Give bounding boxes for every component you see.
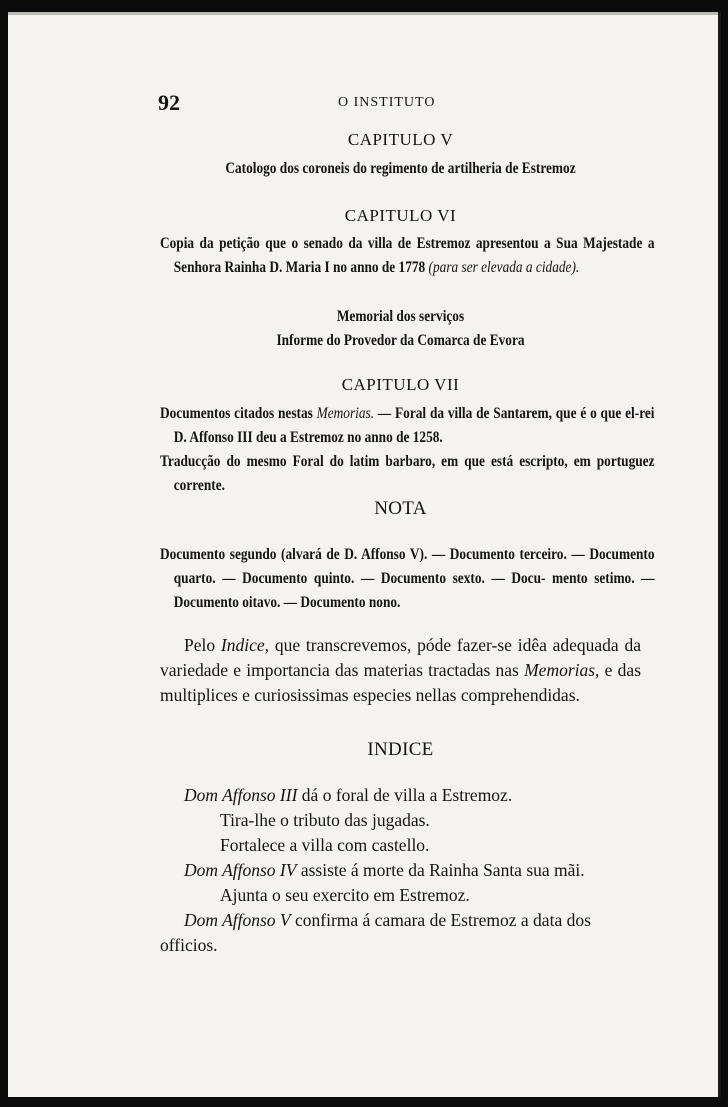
indice-entry [160,783,641,808]
indice-list [160,783,641,958]
informe-line: Informe do Provedor da Comarca de Evora [276,332,525,349]
indice-entry-name: Dom Affonso IV [184,860,297,880]
indice-entry-text: dá o foral de villa a Estremoz. [301,785,513,805]
intro-indice: Indice, [220,635,270,655]
indice-subentry: Ajunta o seu exercito em Estremoz. [220,885,470,905]
traduccao-line1: Traducção do mesmo Foral do latim barbaro, em que está escripto, em [160,453,591,470]
capitulo-vii-paragraph [160,402,655,450]
page-number: 92 [158,90,180,115]
nota-line2: Documento quarto. — Documento quinto. — Documento sexto. — Docu- [173,546,655,587]
capitulo-vii-line2: que é o que el-rei D. Affonso III deu a Estremoz no anno de 1258. [173,405,655,446]
intro-line1b: que transcrevemos, póde fazer-se idêa adequada [274,635,619,655]
traduccao-line2: portuguez corrente. [173,453,655,494]
intro-memorias: Memorias, [524,660,600,680]
indice-subentry: Fortalece a villa com castello. [220,835,430,855]
intro-line3: e das multiplices e curiosissimas especies nellas comprehendidas. [160,660,641,705]
intro-line2a: da variedade e importancia das materias tractadas nas [160,635,642,680]
nota-line1: Documento segundo (alvará de D. Affonso V). — Documento terceiro. — [160,546,585,563]
capitulo-vi-italic-close: elevada a cidade). [481,259,580,276]
running-title: O INSTITUTO [338,95,436,110]
capitulo-vii-line1a: Documentos citados nestas [160,405,313,422]
capitulo-vi-line2: Majestade a Senhora Rainha D. Maria I no anno de 1778 [173,235,655,276]
capitulo-vi-paragraph [160,232,655,280]
capitulo-v-heading: CAPITULO V [347,130,454,149]
traduccao-paragraph [160,450,655,498]
scan-edge [8,12,718,15]
book-page [8,12,721,1097]
capitulo-vi-line1: Copia da petição que o senado da villa de Estremoz apresentou a Sua [160,235,578,252]
capitulo-vii-heading: CAPITULO VII [341,375,460,394]
memorial-line: Memorial dos serviços [336,308,465,325]
nota-heading: NOTA [374,498,427,519]
indice-intro-paragraph [160,633,641,708]
capitulo-vii-line1b: — Foral da villa de Santarem, [377,405,552,422]
capitulo-vii-memorias: Memorias. [316,405,375,422]
capitulo-vi-italic-open: (para ser [428,259,478,276]
indice-entry-text: assiste á morte da Rainha Santa sua mãi. [300,860,585,880]
capitulo-v-line: Catologo dos coroneis do regimento de artilheria de Estremoz [225,160,576,177]
capitulo-vi-heading: CAPITULO VI [344,206,457,225]
indice-entry [160,858,641,883]
nota-paragraph [160,543,655,615]
indice-entry [160,908,641,933]
intro-line1a: Pelo [184,635,216,655]
indice-subentry: Tira-lhe o tributo das jugadas. [220,810,430,830]
indice-entry-name: Dom Affonso V [184,910,291,930]
nota-line3: mento setimo. — Documento oitavo. — Documento nono. [173,570,655,611]
indice-heading: INDICE [367,739,434,760]
indice-entry-continuation: officios. [160,935,218,955]
indice-entry-name: Dom Affonso III [184,785,298,805]
indice-entry-text: confirma á camara de Estremoz a data dos [295,910,591,930]
